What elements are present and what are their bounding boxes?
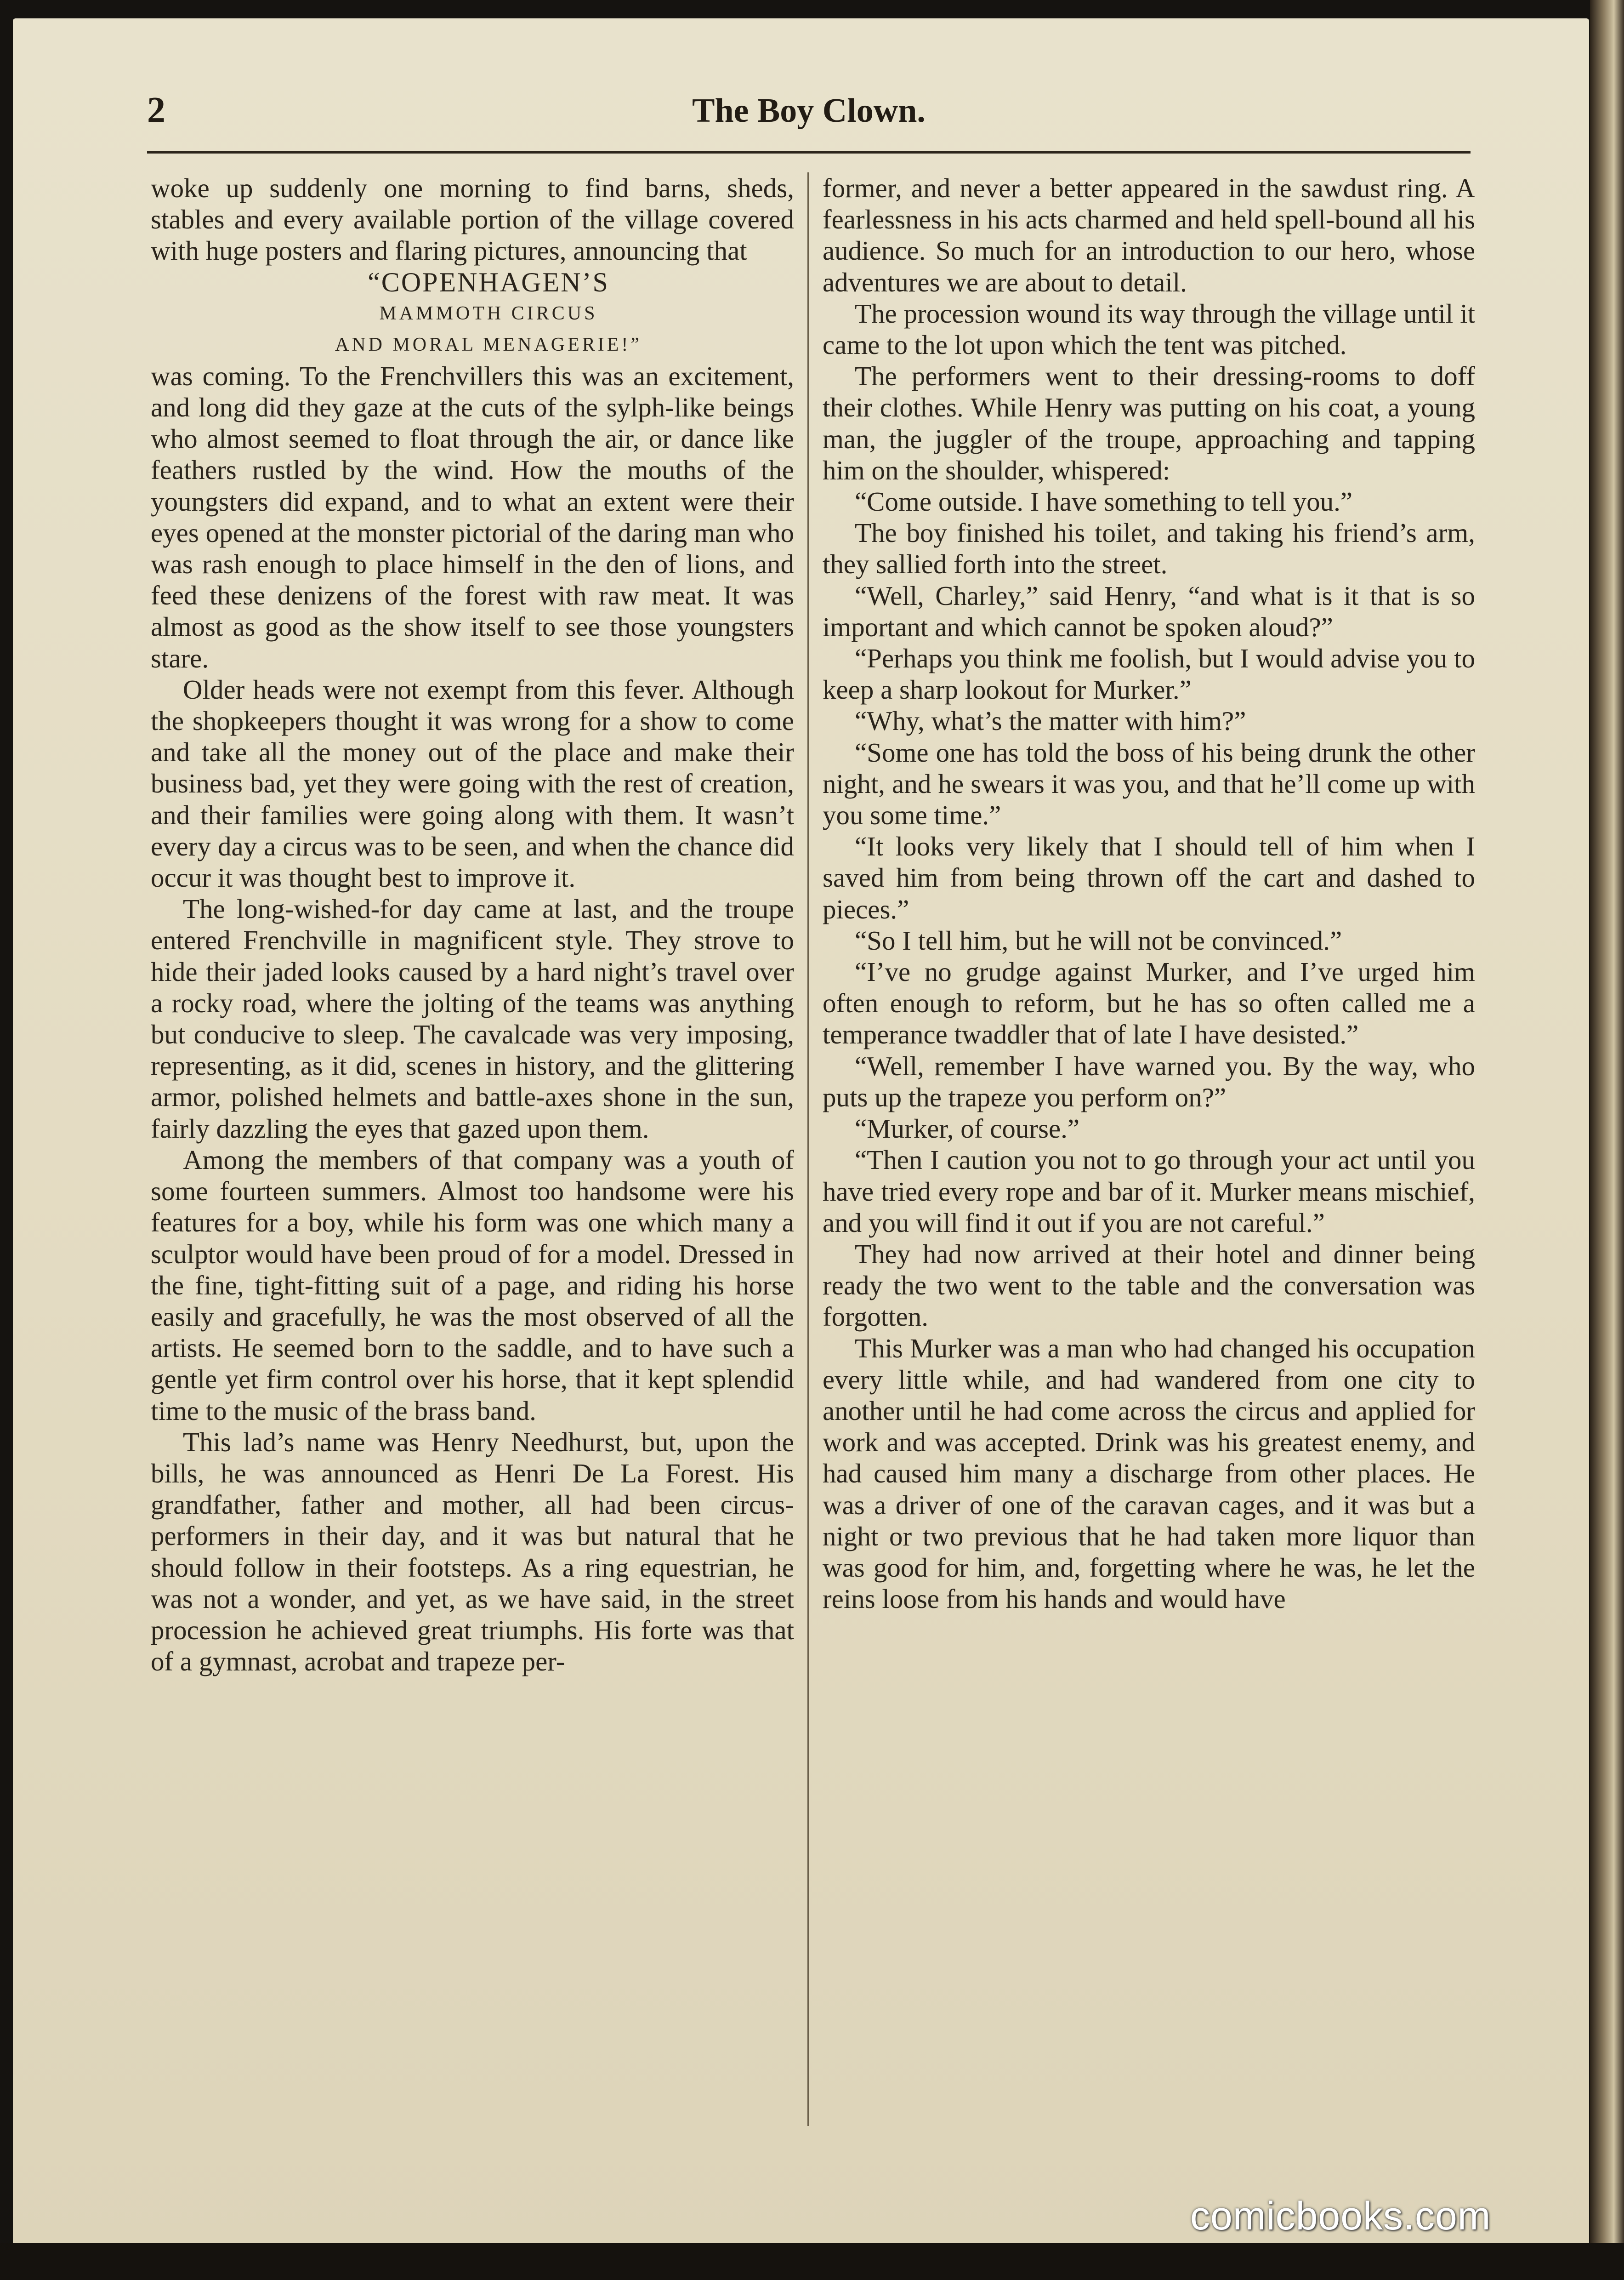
watermark: comicbooks.com: [1190, 2194, 1491, 2238]
paragraph: The long-wished-for day came at last, and the troupe entered Frenchville in magnificent style. They strove to hide their jaded looks caused by a hard night’s travel over a rocky road, where the jolting of the teams was anything but conducive to sleep. The cavalcade was very imposing, representing, as it did, scenes in history, and the glittering armor, polished helmets and battle-axes shone in the sun, fairly dazzling the eyes that gazed upon them.: [151, 894, 794, 1144]
paragraph: “Perhaps you think me foolish, but I would advise you to keep a sharp lookout for Murker.”: [823, 643, 1475, 705]
paragraph: “Well, remember I have warned you. By the way, who puts up the trapeze you perform on?”: [823, 1050, 1475, 1112]
column-divider: [807, 172, 809, 2126]
scan-bottom-edge: [0, 2243, 1624, 2280]
paragraph: “Some one has told the boss of his being drunk the other night, and he swears it was you, and that he’ll come up with you some time.”: [823, 737, 1475, 831]
page-binding-edge: [1590, 0, 1624, 2280]
paragraph: The performers went to their dressing-rooms to doff their clothes. While Henry was putting on his coat, a young man, the juggler of the troupe, approaching and tapping him on the shoulder, whispered:: [823, 361, 1475, 485]
circus-notice-subtitle: MAMMOTH CIRCUS: [379, 302, 598, 324]
paragraph: “Come outside. I have something to tell you.”: [855, 486, 1353, 517]
paragraph: The procession wound its way through the village until it came to the lot upon which the tent was pitched.: [823, 298, 1475, 360]
paragraph: woke up suddenly one morning to find barns, sheds, stables and every available portion of the village covered with huge posters and flaring pictures, announcing that: [151, 173, 794, 266]
page-number: 2: [147, 90, 165, 131]
paragraph: They had now arrived at their hotel and dinner being ready the two went to the table and the conversation was forgotten.: [823, 1238, 1475, 1332]
paragraph: “Why, what’s the matter with him?”: [855, 706, 1246, 736]
paragraph: was coming. To the Frenchvillers this was an excitement, and long did they gaze at the cuts of the sylph-like beings who almost seemed to float through the air, or dance like feathers rustled by the wind. How the mouths of the youngsters did expand, and to what an extent were their eyes opened at the monster pictorial of the daring man who was rash enough to place himself in the den of lions, and feed these denizens of the forest with raw meat. It was almost as good as the show itself to see those youngsters stare.: [151, 360, 794, 673]
paragraph: “I’ve no grudge against Murker, and I’ve urged him often enough to reform, but he has so often called me a temperance twaddler that of late I have desisted.”: [823, 957, 1475, 1050]
header-rule: [147, 151, 1471, 154]
paragraph: “Murker, of course.”: [855, 1113, 1080, 1144]
paragraph: former, and never a better appeared in the sawdust ring. A fearlessness in his acts charmed and held spell-bound all his audience. So much for an introduction to our hero, whose adventures we are about to detail.: [823, 173, 1475, 297]
paragraph: Among the members of that company was a youth of some fourteen summers. Almost too handsome were his features for a boy, while his form was one which many a sculptor would have been proud of for a model. Dressed in the fine, tight-fitting suit of a page, and riding his horse easily and gracefully, he was the most observed of all the artists. He seemed born to the saddle, and to have such a gentle yet firm control over his horse, that it kept splendid time to the music of the brass band.: [151, 1144, 794, 1426]
circus-notice-subtitle-2: AND MORAL MENAGERIE!”: [335, 334, 642, 355]
paragraph: “It looks very likely that I should tell of him when I saved him from being thrown off the cart and dashed to pieces.”: [823, 831, 1475, 924]
left-column: [151, 172, 794, 2126]
circus-notice-title: “COPENHAGEN’S: [368, 267, 609, 297]
page-title: The Boy Clown.: [692, 92, 926, 130]
paragraph: “Well, Charley,” said Henry, “and what is it that is so important and which cannot be spoken aloud?”: [823, 580, 1475, 642]
paragraph: “So I tell him, but he will not be convinced.”: [855, 925, 1342, 956]
right-column: [823, 172, 1475, 2126]
paragraph: This Murker was a man who had changed his occupation every little while, and had wandered from one city to another until he had come across the circus and applied for work and was accepted. Drink was his greatest enemy, and had caused him many a discharge from other places. He was a driver of one of the caravan cages, and it was but a night or two previous that he had taken more liquor than was good for him, and, forgetting where he was, he let the reins loose from his hands and would have: [823, 1333, 1475, 1614]
paragraph: This lad’s name was Henry Needhurst, but, upon the bills, he was announced as Henri De La Forest. His grandfather, father and mother, all had been circus-performers in their day, and it was but natural that he should follow in their footsteps. As a ring equestrian, he was not a wonder, and yet, as we have said, in the street procession he achieved great triumphs. His forte was that of a gymnast, acrobat and trapeze per-: [151, 1426, 794, 1677]
paragraph: Older heads were not exempt from this fever. Although the shopkeepers thought it was wrong for a show to come and take all the money out of the place and make their business bad, yet they were going with the rest of creation, and their families were going along with them. It wasn’t every day a circus was to be seen, and when the chance did occur it was thought best to improve it.: [151, 674, 794, 893]
paragraph: The boy finished his toilet, and taking his friend’s arm, they sallied forth into the street.: [823, 518, 1475, 580]
running-head: [138, 80, 1480, 131]
paragraph: “Then I caution you not to go through your act until you have tried every rope and bar of it. Murker means mischief, and you will find it out if you are not careful.”: [823, 1145, 1475, 1238]
